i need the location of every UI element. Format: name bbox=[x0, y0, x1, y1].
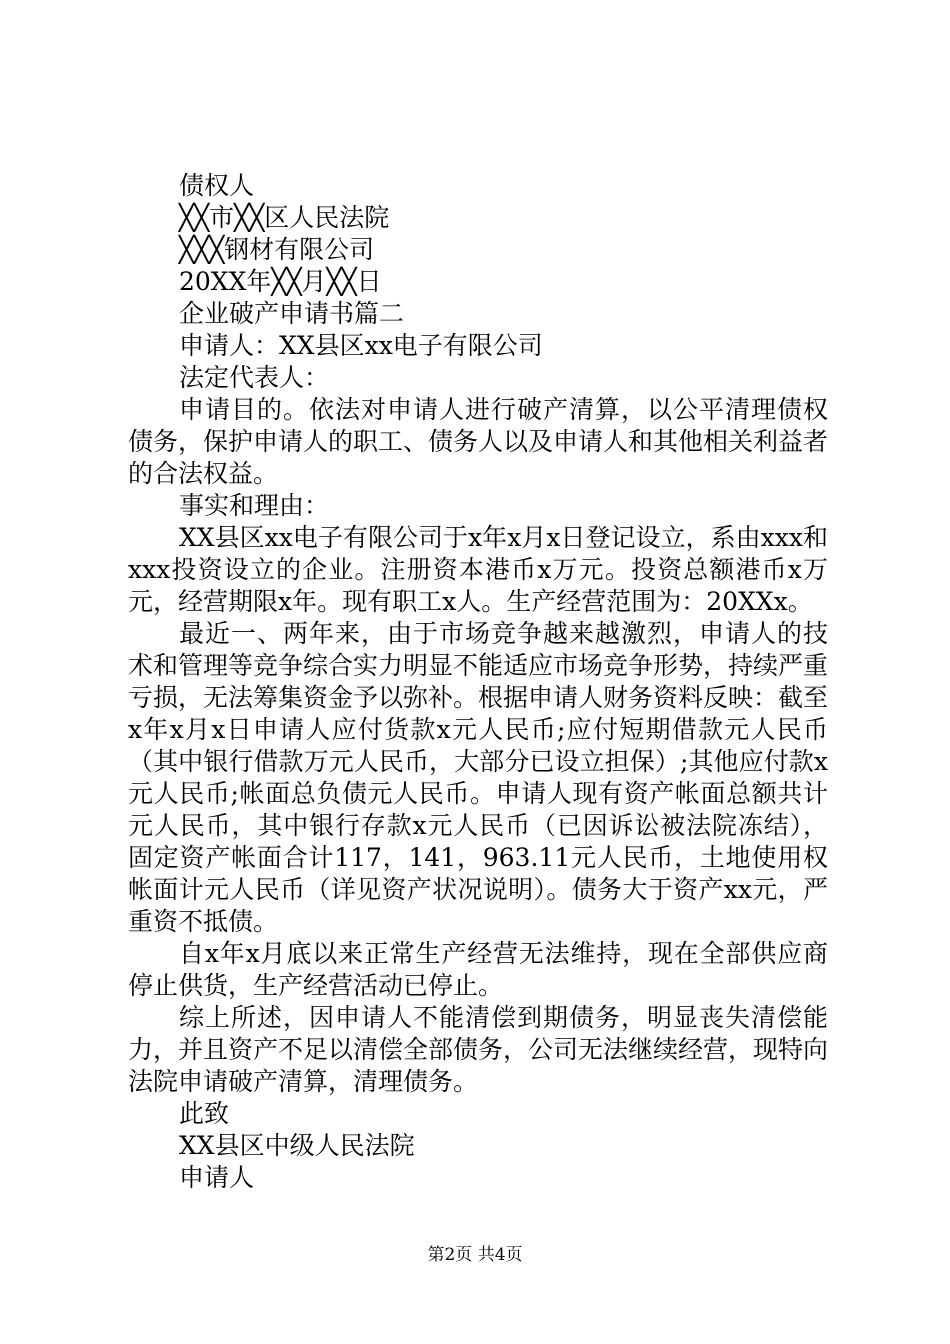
legal-representative-line: 法定代表人： bbox=[179, 363, 330, 392]
document-body bbox=[128, 170, 828, 1194]
court-name: ╳╳市╳╳区人民法院 bbox=[179, 203, 390, 232]
conclusion-paragraph: 综上所述，因申请人不能清偿到期债务，明显丧失清偿能力，并且资产不足以清偿全部债务，公司无法继续经营，现特向法院申请破产清算，清理债务。 bbox=[128, 1003, 829, 1096]
signature-label: 申请人 bbox=[179, 1163, 255, 1192]
facts-heading: 事实和理由： bbox=[179, 491, 330, 520]
section-title: 企业破产申请书篇二 bbox=[179, 299, 405, 328]
document-date: 20XX年╳╳月╳╳日 bbox=[179, 267, 382, 296]
page-number-footer: 第2页 共4页 bbox=[427, 1245, 523, 1265]
creditor-label: 债权人 bbox=[179, 171, 255, 200]
company-name: ╳╳╳钢材有限公司 bbox=[179, 235, 375, 264]
financial-status-paragraph: 最近一、两年来，由于市场竞争越来越激烈，申请人的技术和管理等竞争综合实力明显不能适应市场竞争形势，持续严重亏损，无法筹集资金予以弥补。根据申请人财务资料反映：截至x年x月x日申请人应付货款x元人民币;应付短期借款元人民币（其中银行借款万元人民币，大部分已设立担保）;其他应付款x元人民币;帐面总负债元人民币。申请人现有资产帐面总额共计元人民币，其中银行存款x元人民币（已因诉讼被法院冻结），固定资产帐面合计117，141，963.11元人民币，土地使用权帐面计元人民币（详见资产状况说明）。债务大于资产xx元，严重资不抵债。 bbox=[128, 619, 829, 936]
salutation: 此致 bbox=[179, 1099, 230, 1128]
recipient-court: XX县区中级人民法院 bbox=[179, 1131, 415, 1160]
company-info-paragraph: XX县区xx电子有限公司于x年x月x日登记设立，系由xxx和xxx投资设立的企业。注册资本港币x万元。投资总额港币x万元，经营期限x年。现有职工x人。生产经营范围为：20XXx。 bbox=[128, 523, 828, 616]
applicant-line: 申请人：XX县区xx电子有限公司 bbox=[179, 331, 543, 360]
purpose-paragraph: 申请目的。依法对申请人进行破产清算，以公平清理债权债务，保护申请人的职工、债务人以及申请人和其他相关利益者的合法权益。 bbox=[128, 395, 829, 488]
operations-stopped-paragraph: 自x年x月底以来正常生产经营无法维持，现在全部供应商停止供货，生产经营活动已停止。 bbox=[128, 939, 828, 1000]
